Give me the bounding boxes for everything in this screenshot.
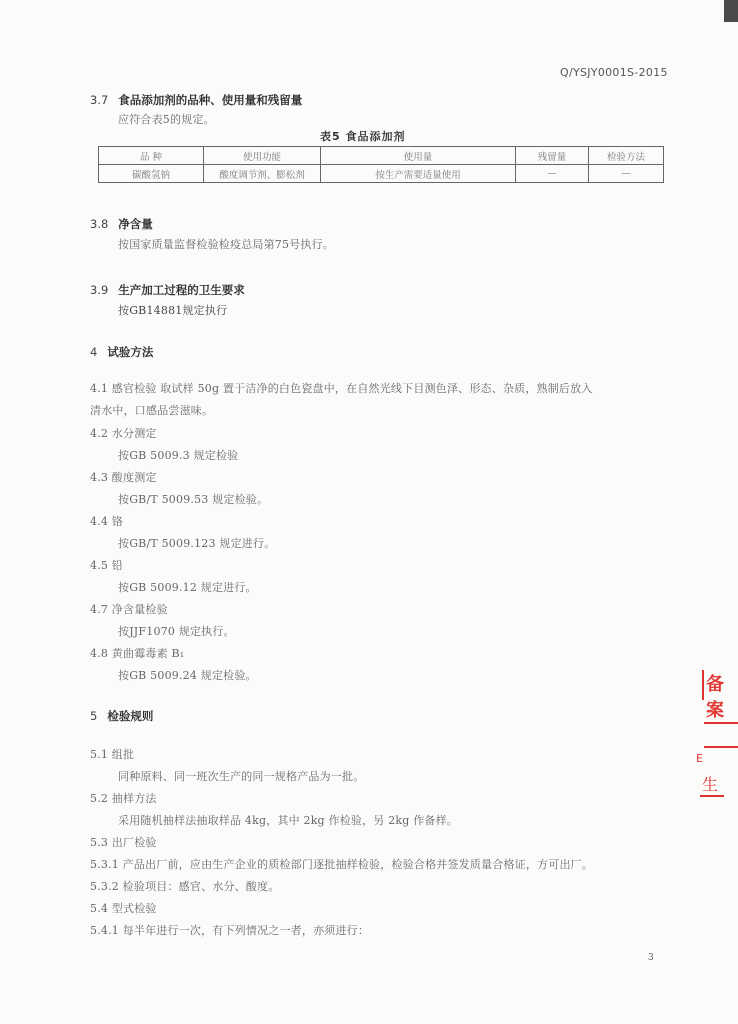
table-5-caption: 表5 食品添加剂 bbox=[320, 130, 406, 143]
standard-code: Q/YSJY0001S-2015 bbox=[560, 66, 668, 79]
section-number: 3.8 bbox=[90, 217, 109, 231]
item-body: 按JJF1070 规定执行。 bbox=[118, 625, 235, 638]
item-label: 4.5 铅 bbox=[90, 559, 123, 572]
item-label: 5.3 出厂检验 bbox=[90, 836, 157, 849]
scan-corner-shadow bbox=[724, 0, 738, 22]
section-number: 4 bbox=[90, 345, 98, 359]
item-label: 5.4 型式检验 bbox=[90, 902, 157, 915]
section-5-heading bbox=[90, 708, 153, 724]
section-title: 食品添加剂的品种、使用量和残留量 bbox=[118, 93, 303, 107]
item-label: 5.2 抽样方法 bbox=[90, 792, 157, 805]
table-cell: 酸度调节剂、膨松剂 bbox=[204, 165, 321, 183]
item-label: 4.8 黄曲霉毒素 B₁ bbox=[90, 647, 185, 660]
item-label: 4.7 净含量检验 bbox=[90, 603, 168, 616]
page-number: 3 bbox=[648, 953, 654, 963]
table-cell: — bbox=[516, 165, 589, 183]
table-cell: — bbox=[589, 165, 664, 183]
section-title: 净含量 bbox=[118, 217, 153, 231]
item-body: 按GB/T 5009.53 规定检验。 bbox=[118, 493, 269, 506]
table-header-row bbox=[99, 147, 664, 165]
table-row bbox=[99, 165, 664, 183]
section-3-9-body: 按GB14881规定执行 bbox=[118, 304, 228, 317]
section-title: 检验规则 bbox=[107, 709, 154, 723]
item-label: 4.3 酸度测定 bbox=[90, 471, 157, 484]
item-body: 5.3.2 检验项目：感官、水分、酸度。 bbox=[90, 880, 280, 893]
stamp-text-partial: E bbox=[696, 752, 703, 765]
item-body: 按GB/T 5009.123 规定进行。 bbox=[118, 537, 276, 550]
table-5 bbox=[98, 146, 664, 183]
stamp-line bbox=[704, 722, 738, 724]
item-body: 按GB 5009.12 规定进行。 bbox=[118, 581, 257, 594]
item-label: 4.4 铬 bbox=[90, 515, 123, 528]
section-3-8-body: 按国家质量监督检验检疫总局第75号执行。 bbox=[118, 238, 334, 251]
item-body: 按GB 5009.3 规定检验 bbox=[118, 449, 239, 462]
table-cell: 碳酸氢钠 bbox=[99, 165, 204, 183]
table-header-cell: 检验方法 bbox=[589, 147, 664, 165]
section-title: 生产加工过程的卫生要求 bbox=[118, 283, 245, 297]
section-3-7-heading bbox=[90, 92, 302, 108]
section-3-8-heading bbox=[90, 216, 153, 232]
section-4-1-line-2: 清水中，口感品尝滋味。 bbox=[90, 404, 214, 417]
table-header-cell: 品 种 bbox=[99, 147, 204, 165]
section-number: 3.7 bbox=[90, 93, 109, 107]
section-3-7-body: 应符合表5的规定。 bbox=[118, 113, 215, 126]
section-3-9-heading bbox=[90, 282, 245, 298]
table-cell: 按生产需要适量使用 bbox=[321, 165, 516, 183]
item-body: 按GB 5009.24 规定检验。 bbox=[118, 669, 257, 682]
section-4-1-line-1: 4.1 感官检验 取试样 50g 置于洁净的白色瓷盘中，在自然光线下目测色泽、形态、杂质，熟制后放入 bbox=[90, 382, 593, 395]
registration-stamp bbox=[694, 660, 738, 800]
item-body: 5.3.1 产品出厂前，应由生产企业的质检部门逐批抽样检验，检验合格并签发质量合格证，方可出厂。 bbox=[90, 858, 594, 871]
section-number: 3.9 bbox=[90, 283, 109, 297]
table-header-cell: 使用功能 bbox=[204, 147, 321, 165]
item-body: 5.4.1 每半年进行一次，有下列情况之一者，亦须进行： bbox=[90, 924, 370, 937]
table-header-cell: 使用量 bbox=[321, 147, 516, 165]
section-4-heading bbox=[90, 344, 153, 360]
item-label: 5.1 组批 bbox=[90, 748, 135, 761]
item-body: 同种原料、同一班次生产的同一规格产品为一批。 bbox=[118, 770, 365, 783]
item-body: 采用随机抽样法抽取样品 4kg，其中 2kg 作检验，另 2kg 作备样。 bbox=[118, 814, 458, 827]
stamp-text-top: 备案 bbox=[702, 670, 738, 700]
section-title: 试验方法 bbox=[107, 345, 154, 359]
stamp-text-bottom: 生 bbox=[700, 772, 724, 797]
item-label: 4.2 水分测定 bbox=[90, 427, 157, 440]
section-number: 5 bbox=[90, 709, 98, 723]
stamp-line bbox=[704, 746, 738, 748]
table-header-cell: 残留量 bbox=[516, 147, 589, 165]
